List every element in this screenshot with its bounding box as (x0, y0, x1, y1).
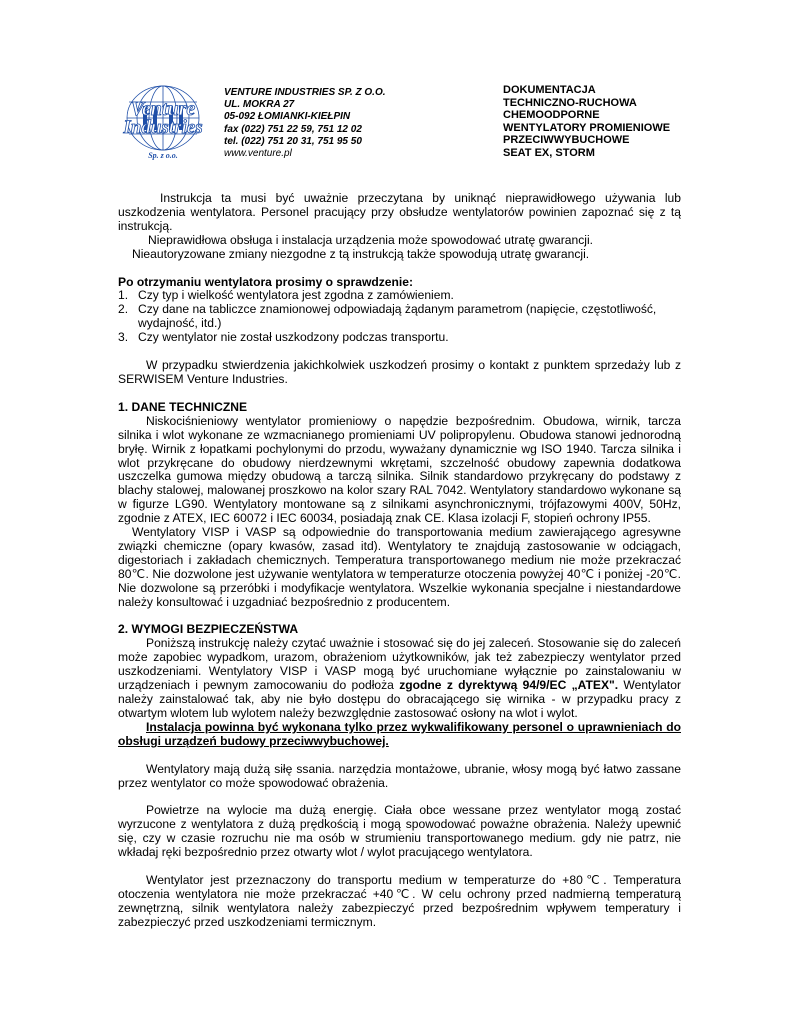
checks-heading: Po otrzymaniu wentylatora prosimy o sprawdzenie: (118, 274, 414, 289)
list-item-number: 1. (118, 288, 129, 303)
list-item-number: 2. (118, 302, 129, 317)
logo-text-line3: Sp. z o.o. (148, 151, 178, 160)
safety-text-start: Poniższą instrukcję należy czytać uważnie i stosować się do jej zaleceń. Stosowanie się do zaleceń może zapobiec wypadkom, urazom, obrażeniom użytkowników, jak też zabezpieczy wentylator przed uszkodzeniami. Wentylatory VISP i VASP mogą być uruchomiane wyłącznie po zainstalowaniu w urządzeniach i pewnym zamocowaniu do podłoża (118, 636, 681, 693)
logo-text-line2: Industries (123, 117, 203, 138)
document-body (118, 192, 681, 930)
company-website: www.venture.pl (224, 148, 292, 160)
company-fax: fax (022) 751 22 59, 751 12 02 (224, 123, 362, 135)
company-name: VENTURE INDUSTRIES SP. Z O.O. (224, 87, 386, 98)
globe-logo-icon (113, 82, 213, 164)
qualified-personnel-text: Instalacja powinna być wykonana tylko przez wykwalifikowany personel o uprawnieniach do obsługi urządzeń budowy przeciwwybuchowej. (118, 719, 681, 748)
section-1-heading: 1. DANE TECHNICZNE (118, 399, 248, 414)
company-logo (113, 82, 213, 164)
doc-title-line: TECHNICZNO-RUCHOWA (503, 96, 637, 109)
intro-modification-note: Nieautoryzowane zmiany niezgodne z tą instrukcją także spowodują utratę gwarancji. (132, 246, 590, 261)
intro-paragraph: Instrukcja ta musi być uważnie przeczytana by uniknąć nieprawidłowego używania lub uszkodzenia wentylatora. Personel pracujący przy obsłudze wentylatorów powinien zapoznać się z tą instrukcją. (118, 191, 681, 233)
list-item (118, 303, 681, 331)
doc-title-line: SEAT EX, STORM (503, 146, 595, 159)
suction-warning-paragraph: Wentylatory mają dużą siłę ssania. narzędzia montażowe, ubranie, włosy mogą być łatwo zassane przez wentylator co może spowodować obrażenia. (118, 761, 681, 790)
qualified-personnel-note (118, 721, 681, 749)
temperature-paragraph: Wentylator jest przeznaczony do transportu medium w temperaturze do +80℃. Temperatura otoczenia wentylatora nie może przekraczać +40℃. W celu ochrony przed nadmierną temperaturą zewnętrzną, silnik wentylatora należy zabezpieczyć przed bezpośrednim wpływem temperatury i zabezpieczyć przed uszkodzeniami termicznym. (118, 873, 681, 929)
doc-title-line: CHEMOODPORNE (503, 109, 600, 122)
atex-directive-text: zgodne z dyrektywą 94/9/EC „ATEX". (399, 678, 619, 693)
list-item (118, 289, 681, 303)
section-2-heading: 2. WYMOGI BEZPIECZEŃSTWA (118, 622, 299, 637)
safety-paragraph (118, 637, 681, 720)
company-tel: tel. (022) 751 20 31, 751 95 50 (224, 135, 362, 147)
damage-contact-paragraph: W przypadku stwierdzenia jakichkolwiek uszkodzeń prosimy o kontakt z punktem sprzedaży lub z SERWISEM Venture Industries. (118, 358, 681, 386)
intro-warranty-note: Nieprawidłowa obsługa i instalacja urządzenia może spowodować utratę gwarancji. (148, 232, 594, 247)
list-item (118, 331, 681, 345)
list-item-number: 3. (118, 330, 129, 345)
technical-data-paragraph: Niskociśnieniowy wentylator promieniowy o napędzie bezpośrednim. Obudowa, wirnik, tarcza silnika i wlot wykonane ze wzmacnianego promieniami UV polipropylenu. Obudowa stanowi jednorodną bryłę. Wirnik z łopatkami pochylonymi do przodu, wyważany dynamicznie wg ISO 1940. Tarcza silnika i wlot przykręcane do obudowy nierdzewnymi wkrętami, szczelność obudowy zapewnia dodatkowa uszczelka gumowa między obudową a tarczą silnika. Silnik standardowo przykręcany do podstawy z blachy stalowej, malowanej proszkowo na kolor szary RAL 7042. Wentylatory standardowo wykonane są w figurze LG90. Wentylatory montowane są z silnikami asynchronicznymi, trójfazowymi 400V, 50Hz, zgodnie z ATEX, IEC 60072 i IEC 60034, posiadają znak CE. Klasa izolacji F, stopień ochrony IP55. (118, 413, 681, 526)
document-header (0, 0, 791, 180)
company-street: UL. MOKRA 27 (224, 99, 295, 111)
list-item-text: Czy typ i wielkość wentylatora jest zgodna z zamówieniem. (138, 288, 454, 303)
checks-list (118, 289, 681, 345)
list-item-text: Czy dane na tabliczce znamionowej odpowiadają żądanym parametrom (napięcie, częstotliwość, wydajność, itd.) (138, 302, 657, 331)
outlet-energy-paragraph: Powietrze na wylocie ma dużą energię. Ciała obce wessane przez wentylator mogą zostać wyrzucone z wentylatora z dużą prędkością i mogą spowodować poważne obrażenia. Należy upewnić się, czy w czasie rozruchu nie ma osób w strumieniu transportowanego medium. gdy nie patrz, nie wkładaj ręki bezpośrednio przez otwarty wlot / wylot pracującego wentylatora. (118, 803, 681, 860)
doc-title-line: DOKUMENTACJA (503, 84, 596, 96)
logo-text-line1: Venture (130, 98, 196, 120)
application-paragraph: Wentylatory VISP i VASP są odpowiednie do transportowania medium zawierającego agresywne związki chemiczne (opary kwasów, zasad itd). Wentylatory te znajdują zastosowanie w odciągach, digestoriach i zakładach chemicznych. Temperatura transportowanego medium nie może przekraczać 80℃. Nie dozwolone jest używanie wentylatora w temperaturze otoczenia powyżej 40℃ i poniżej -20℃. Nie dozwolone są przeróbki i modyfikacje wentylatora. Wszelkie wykonania specjalne i niestandardowe należy konsultować i uzgadniać bezpośrednio z producentem. (118, 525, 681, 609)
list-item-text: Czy wentylator nie został uszkodzony podczas transportu. (138, 330, 449, 345)
company-address-block (224, 87, 386, 160)
doc-title-line: WENTYLATORY PROMIENIOWE (503, 121, 671, 134)
safety-text-end: Wentylator należy zainstalować tak, aby nie było dostępu do obracającego się wirnika - w przypadku pracy z otwartym wlotem lub wylotem należy bezwzględnie zastosować osłony na wlot i wylot. (118, 678, 681, 720)
document-title-block (503, 84, 670, 160)
doc-title-line: PRZECIWWYBUCHOWE (503, 134, 630, 147)
company-city: 05-092 ŁOMIANKI-KIEŁPIN (224, 111, 351, 123)
